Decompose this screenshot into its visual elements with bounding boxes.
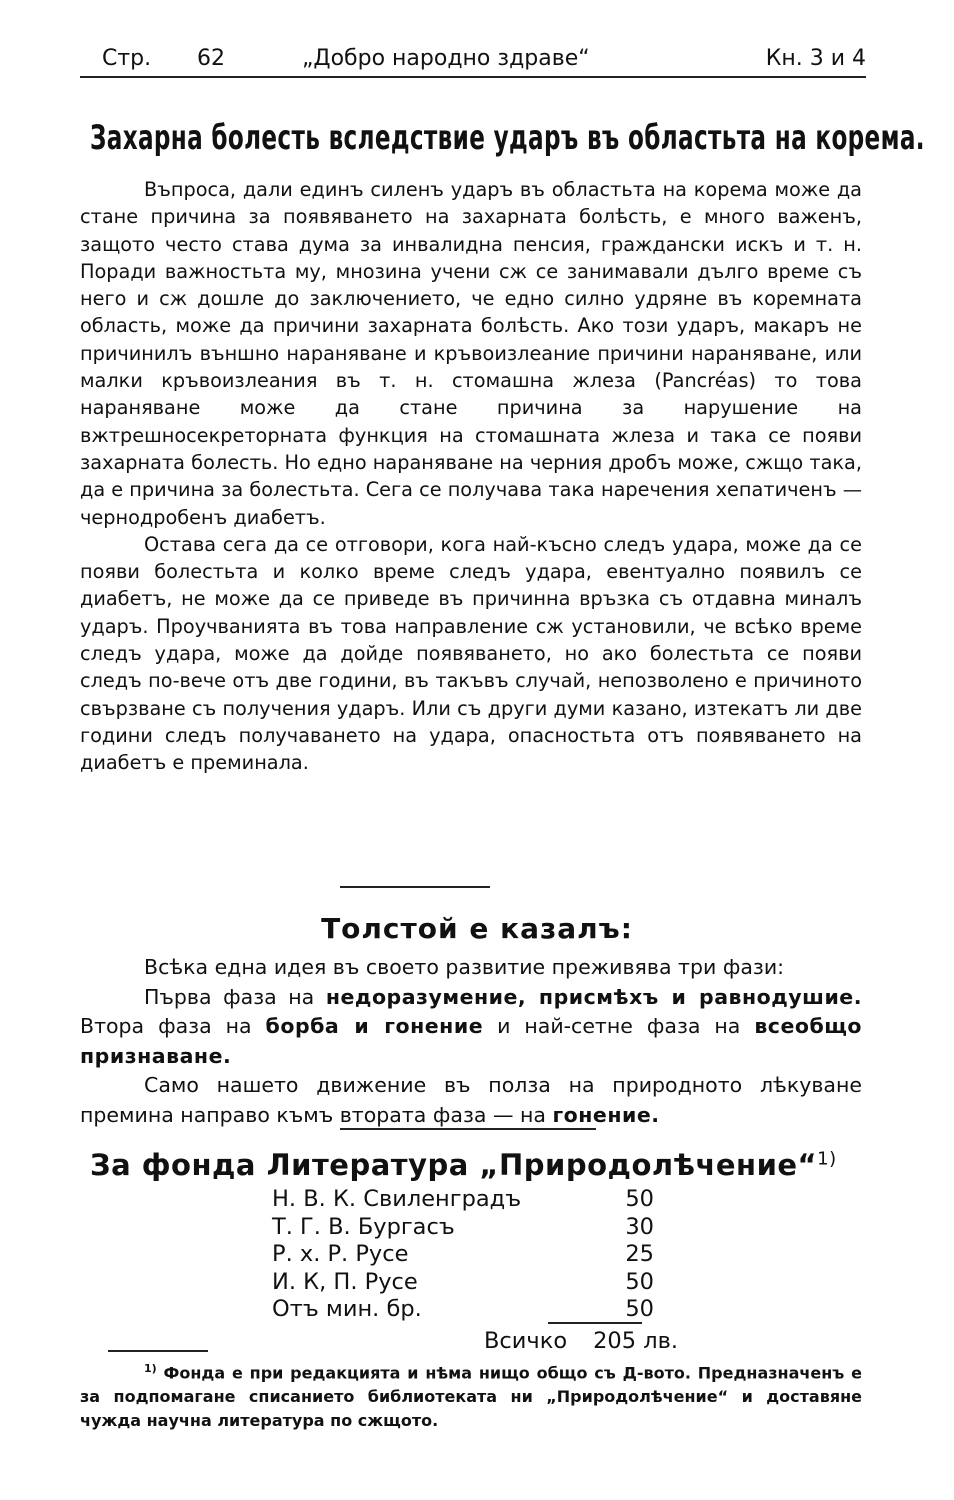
article-paragraph: Остава сега да се отговори, кога най-късно следъ удара, може да се появи болестьта и колко време следъ удара, евентуално появилъ се диабетъ, не може да се приведе въ причинна връзка съ отдавна миналъ ударъ. Проучванията въ това направление сж установили, че всѣко време следъ удара, може да дойде появяването, но ако болестьта се появи следъ по-вече отъ две години, въ такъвъ случай, непозволено е причиното свързване съ получения ударъ. Или съ други думи казано, изтекатъ ли две години следъ получаването на удара, опасностьта отъ появяването на диабетъ е преминала. [80, 532, 862, 775]
tolstoy-heading: Толстой е казалъ: [321, 912, 633, 945]
list-item [272, 1296, 692, 1324]
running-header [80, 46, 866, 78]
donor-name: Н. В. К. Свиленградъ [272, 1186, 522, 1212]
quote-conclusion: Само нашето движение въ полза на природното лѣкуване премина направо къмъ втората фаза — на гонение. [80, 1073, 862, 1127]
article-body [80, 176, 862, 777]
list-item [272, 1241, 692, 1269]
footnote-marker: 1) [144, 1362, 157, 1375]
list-item [272, 1269, 692, 1297]
donor-name: Р. х. Р. Русе [272, 1241, 409, 1267]
footnote-text: Фонда е при редакцията и нѣма нищо общо съ Д-вото. Предназначенъ е за подпомагане списанието библиотеката ни „Природолѣчение“ и доставяне чужда научна литература по сжщото. [80, 1363, 862, 1431]
page-number: 62 [197, 46, 225, 71]
donations-total [484, 1328, 678, 1354]
page-label: Стр. [102, 46, 152, 71]
total-label: Всичко [484, 1328, 568, 1354]
donation-amount: 50 [625, 1186, 654, 1212]
journal-title: „Добро народно здраве“ [302, 46, 590, 71]
footnote-marker: 1) [817, 1148, 837, 1170]
donor-name: И. К, П. Русе [272, 1268, 418, 1295]
donations-list [272, 1186, 692, 1324]
total-amount: 205 лв. [593, 1328, 678, 1354]
donation-amount: 25 [625, 1241, 654, 1267]
article-title: Захарна болесть вследствие ударъ въ областьта на корема. [90, 118, 925, 158]
donor-name: Т. Г. В. Бургасъ [272, 1213, 455, 1240]
fund-heading: За фонда Литература „Природолѣчение“$^{1)}$ [90, 1148, 837, 1182]
section-divider [340, 886, 490, 888]
donation-amount: 50 [625, 1296, 654, 1322]
sum-line [548, 1322, 642, 1324]
quote-intro: Всѣка една идея въ своето развитие преживява три фази: [144, 955, 785, 979]
footnote [80, 1357, 862, 1433]
section-divider [340, 1128, 596, 1130]
donation-amount: 50 [625, 1268, 654, 1295]
footnote-rule [108, 1350, 208, 1352]
donation-amount: 30 [625, 1213, 654, 1240]
quote-phases: Първа фаза на недоразумение, присмѣхъ и равнодушие. Втора фаза на борба и гонение и най-сетне фаза на всеобщо признаване. [80, 984, 862, 1068]
donor-name: Отъ мин. бр. [272, 1296, 422, 1322]
article-paragraph: Въпроса, дали единъ силенъ ударъ въ областьта на корема може да стане причина за появяването на захарната болѣсть, е много важенъ, защото често става дума за инвалидна пенсия, граждански искъ и т. н. Поради важностьта му, мнозина учени сж се занимавали дълго време съ него и сж дошле до заключението, че едно силно удряне въ коремната область, може да причини захарната болѣсть. Ако този ударъ, макаръ не причинилъ външно нараняване и кръвоизлеание причини нараняване, или малки кръвоизлеания въ т. н. стомашна жлеза (Pancréas) то това нараняване може да стане причина за нарушение на вжтрешносекреторната функция на стомашната жлеза и така се появи захарната болесть. Но едно нараняване на черния дробъ може, сжщо така, да е причина за болестьта. Сега се получава така наречения хепатиченъ — чернодробенъ диабетъ. [80, 178, 862, 529]
list-item [272, 1214, 692, 1242]
tolstoy-quote [80, 953, 862, 1130]
list-item [272, 1186, 692, 1214]
issue-number: Кн. 3 и 4 [765, 46, 866, 71]
